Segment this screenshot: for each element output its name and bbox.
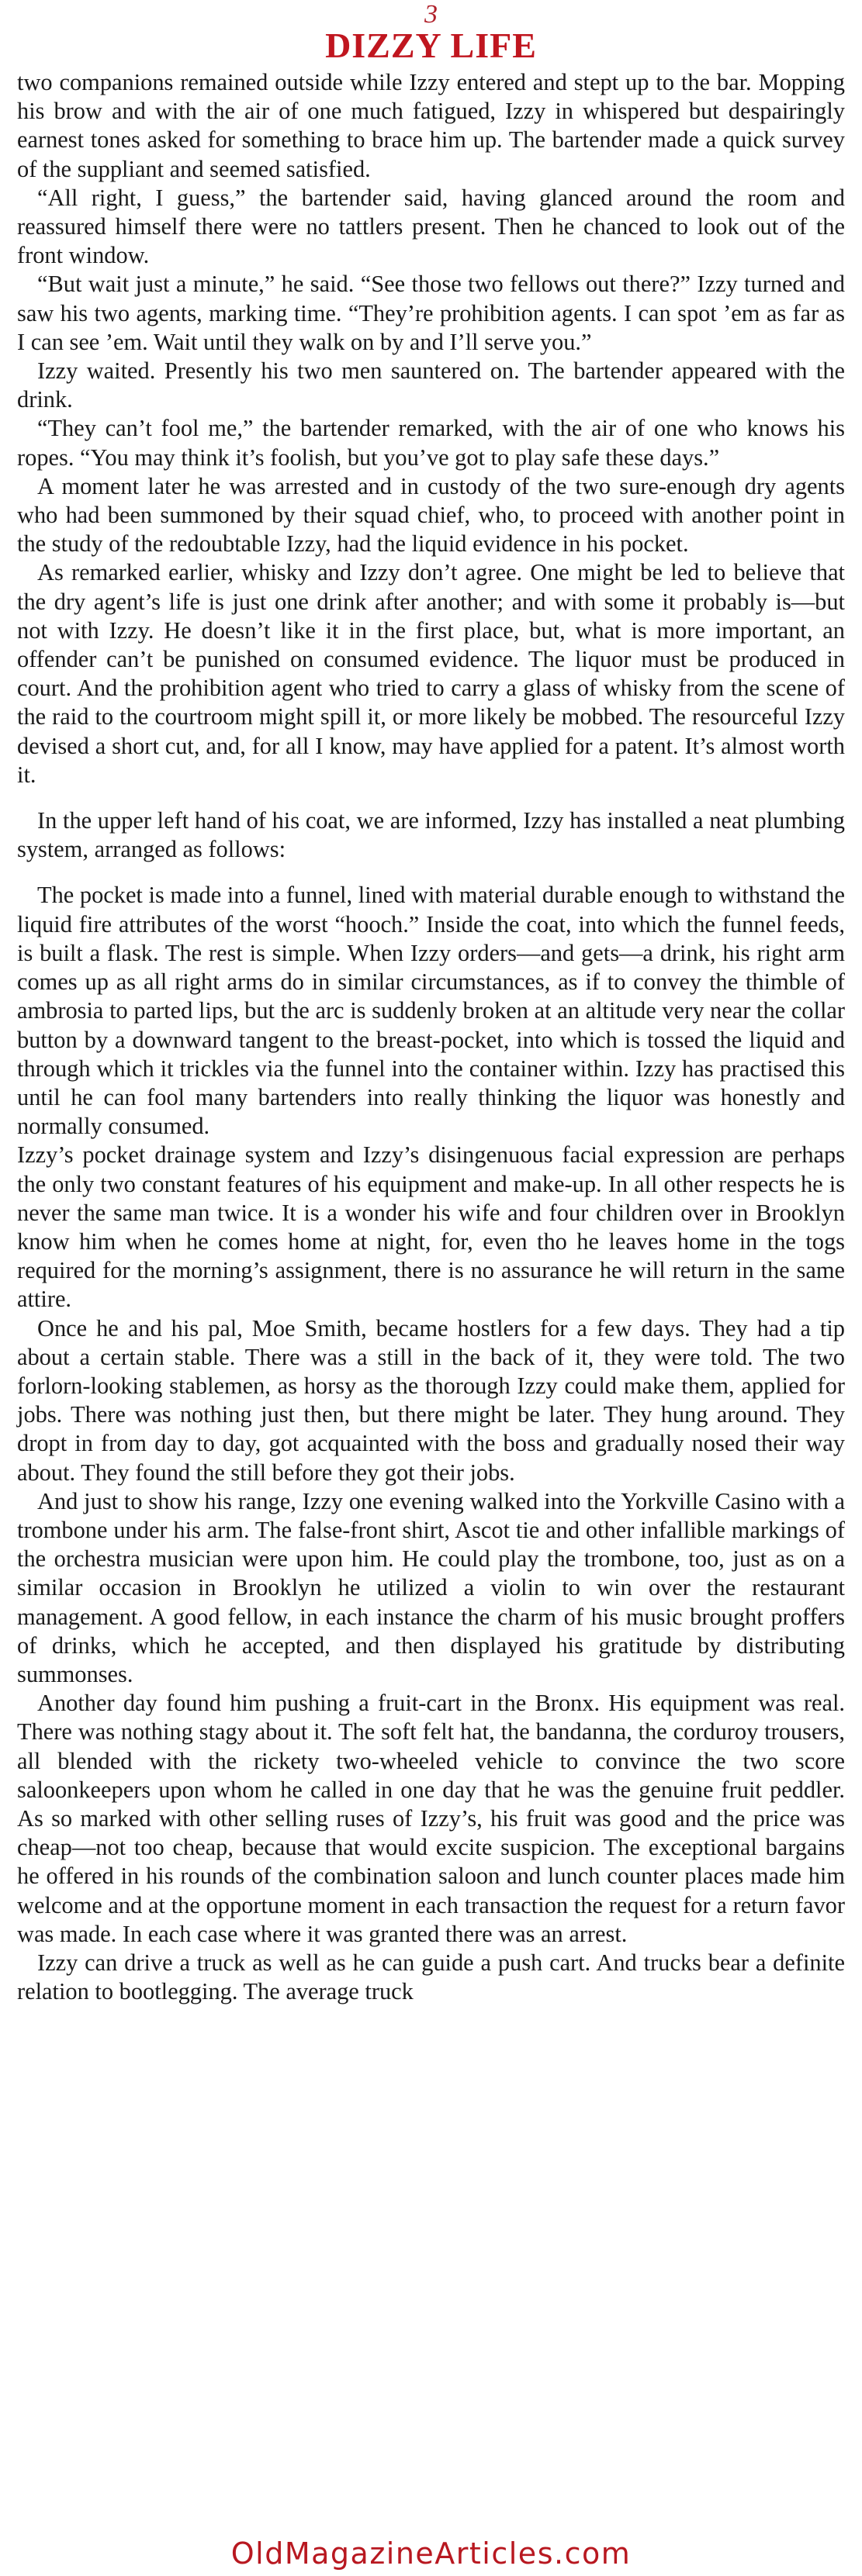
article-body <box>17 68 845 2006</box>
paragraph: As remarked earlier, whisky and Izzy don’t agree. One might be led to believe that the dry agent’s life is just one drink after another; and with some it probably is—but not with Izzy. He doesn’t like it in the first place, but, what is more important, an offender can’t be punished on consumed evidence. The liquor must be produced in court. And the prohibition agent who tried to carry a glass of whisky from the scene of the raid to the courtroom might spill it, or more likely be mobbed. The resourceful Izzy devised a short cut, and, for all I know, may have applied for a patent. It’s almost worth it. <box>17 559 845 788</box>
paragraph: Izzy’s pocket drainage system and Izzy’s disingenuous facial expression are perhaps the only two constant features of his equipment and make-up. In all other respects he is never the same man twice. It is a wonder his wife and four children over in Brooklyn know him when he comes home at night, for, even tho he leaves home in the togs required for the morning’s assignment, there is no assurance he will return in the same attire. <box>17 1141 845 1313</box>
paragraph: Izzy can drive a truck as well as he can guide a push cart. And trucks bear a definite relation to bootlegging. The average truck <box>17 1949 845 2005</box>
paragraph: In the upper left hand of his coat, we are informed, Izzy has installed a neat plumbing system, arranged as follows: <box>17 807 845 863</box>
paragraph: A moment later he was arrested and in custody of the two sure-enough dry agents who had been summoned by their squad chief, who, to proceed with another point in the study of the redoubtable Izzy, had the liquid evidence in his pocket. <box>17 472 845 558</box>
paragraph: “They can’t fool me,” the bartender remarked, with the air of one who knows his ropes. “You may think it’s foolish, but you’ve got to play safe these days.” <box>17 415 845 471</box>
paragraph: two companions remained outside while Izzy entered and stept up to the bar. Mopping his brow and with the air of one much fatigued, Izzy in whispered but despairingly earnest tones asked for something to brace him up. The bartender made a quick survey of the suppliant and seemed satisfied. <box>17 69 845 182</box>
paragraph: And just to show his range, Izzy one evening walked into the Yorkville Casino with a trombone under his arm. The false-front shirt, Ascot tie and other infallible markings of the orchestra musician were upon him. He could play the trombone, too, just as on a similar occasion in Brooklyn he utilized a violin to win over the restaurant management. A good fellow, in each instance the charm of his music brought proffers of drinks, which he accepted, and then displayed his gratitude by distributing summonses. <box>17 1487 845 1687</box>
paragraph: “All right, I guess,” the bartender said, having glanced around the room and reassured himself there were no tattlers present. Then he chanced to look out of the front window. <box>17 184 845 269</box>
site-watermark: OldMagazineArticles.com <box>230 2536 632 2571</box>
paragraph: Another day found him pushing a fruit-cart in the Bronx. His equipment was real. There was nothing stagy about it. The soft felt hat, the bandanna, the corduroy trousers, all blended with the rickety two-wheeled vehicle to convince the two score saloonkeepers upon whom he called in one day that he was the genuine fruit peddler. As so marked with other selling ruses of Izzy’s, his fruit was good and the price was cheap—not too cheap, because that would excite suspicion. The exceptional bargains he offered in his rounds of the combination saloon and lunch counter places made him welcome and at the opportune moment in each transaction the request for a return favor was made. In each case where it was granted there was an arrest. <box>17 1690 845 1947</box>
paragraph: Izzy waited. Presently his two men sauntered on. The bartender appeared with the drink. <box>17 357 845 413</box>
paragraph: The pocket is made into a funnel, lined with material durable enough to withstand the liquid fire attributes of the worst “hooch.” Inside the coat, into which the funnel feeds, is built a flask. The rest is simple. When Izzy orders—and gets—a drink, his right arm comes up as all right arms do in similar circumstances, as if to convey the thimble of ambrosia to parted lips, but the arc is suddenly broken at an altitude very near the collar button by a downward tangent to the breast-pocket, into which is tossed the liquid and through which it trickles via the funnel into the container within. Izzy has practised this until he can fool many bartenders into really thinking the liquor was honestly and normally consumed. <box>17 882 845 1140</box>
page-number: 3 <box>424 0 438 29</box>
paragraph: “But wait just a minute,” he said. “See those two fellows out there?” Izzy turned and saw his two agents, marking time. “They’re prohibition agents. I can spot ’em as far as I can see ’em. Wait until they walk on by and I’ll serve you.” <box>17 271 845 355</box>
page-headline: DIZZY LIFE <box>325 26 537 65</box>
paragraph: Once he and his pal, Moe Smith, became hostlers for a few days. They had a tip about a certain stable. There was a still in the back of it, they were told. The two forlorn-looking stablemen, as horsy as the thorough Izzy could make them, applied for jobs. There was nothing just then, but there might be later. They hung around. They dropt in from day to day, got acquainted with the boss and gradually nosed their way about. They found the still before they got their jobs. <box>17 1314 845 1486</box>
